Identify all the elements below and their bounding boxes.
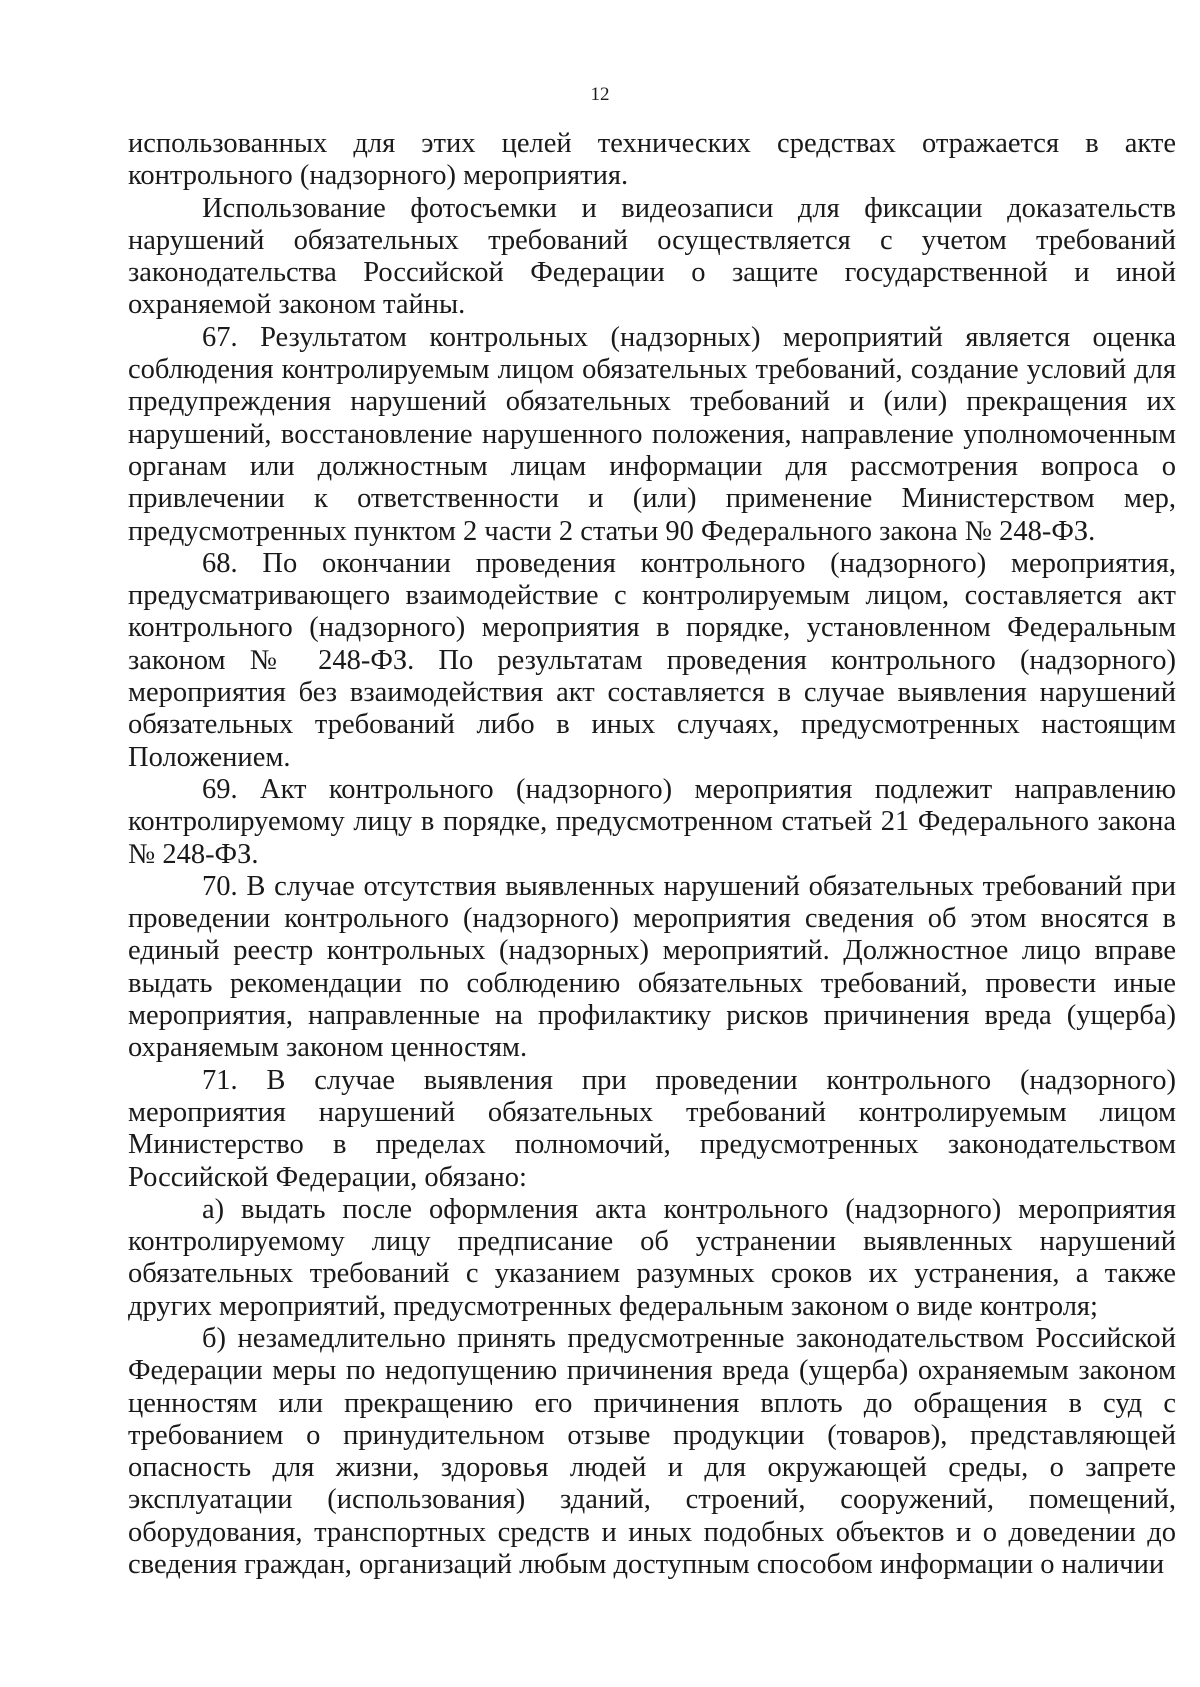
paragraph-71-a: а) выдать после оформления акта контрольного (надзорного) мероприятия контролируемому лицу предписание об устранении выявленных нарушений обязательных требований с указанием разумных сроков их устранения, а также других мероприятий, предусмотренных федеральным законом о виде контроля;	[128, 1193, 1176, 1322]
paragraph-67: 67. Результатом контрольных (надзорных) мероприятий является оценка соблюдения контролируемым лицом обязательных требований, создание условий для предупреждения нарушений обязательных требований и (или) прекращения их нарушений, восстановление нарушенного положения, направление уполномоченным органам или должностным лицам информации для рассмотрения вопроса о привлечении к ответственности и (или) применение Министерством мер, предусмотренных пунктом 2 части 2 статьи 90 Федерального закона № 248-ФЗ.	[128, 321, 1176, 547]
paragraph-photo-video: Использование фотосъемки и видеозаписи для фиксации доказательств нарушений обязательных требований осуществляется с учетом требований законодательства Российской Федерации о защите государственной и иной охраняемой законом тайны.	[128, 192, 1176, 321]
paragraph-70: 70. В случае отсутствия выявленных нарушений обязательных требований при проведении контрольного (надзорного) мероприятия сведения об этом вносятся в единый реестр контрольных (надзорных) мероприятий. Должностное лицо вправе выдать рекомендации по соблюдению обязательных требований, провести иные мероприятия, направленные на профилактику рисков причинения вреда (ущерба) охраняемым законом ценностям.	[128, 870, 1176, 1064]
document-body	[128, 128, 1176, 1581]
paragraph-71: 71. В случае выявления при проведении контрольного (надзорного) мероприятия нарушений обязательных требований контролируемым лицом Министерство в пределах полномочий, предусмотренных законодательством Российской Федерации, обязано:	[128, 1064, 1176, 1193]
page-number: 12	[590, 84, 610, 105]
paragraph-71-b: б) незамедлительно принять предусмотренные законодательством Российской Федерации меры по недопущению причинения вреда (ущерба) охраняемым законом ценностям или прекращению его причинения вплоть до обращения в суд с требованием о принудительном отзыве продукции (товаров), представляющей опасность для жизни, здоровья людей и для окружающей среды, о запрете эксплуатации (использования) зданий, строений, сооружений, помещений, оборудования, транспортных средств и иных подобных объектов и о доведении до сведения граждан, организаций любым доступным способом информации о наличии	[128, 1322, 1176, 1581]
paragraph-68: 68. По окончании проведения контрольного (надзорного) мероприятия, предусматривающего взаимодействие с контролируемым лицом, составляется акт контрольного (надзорного) мероприятия в порядке, установленном Федеральным законом № 248-ФЗ. По результатам проведения контрольного (надзорного) мероприятия без взаимодействия акт составляется в случае выявления нарушений обязательных требований либо в иных случаях, предусмотренных настоящим Положением.	[128, 547, 1176, 773]
paragraph-continuation: использованных для этих целей технических средствах отражается в акте контрольного (надзорного) мероприятия.	[128, 128, 1176, 192]
paragraph-69: 69. Акт контрольного (надзорного) мероприятия подлежит направлению контролируемому лицу в порядке, предусмотренном статьей 21 Федерального закона № 248-ФЗ.	[128, 773, 1176, 870]
